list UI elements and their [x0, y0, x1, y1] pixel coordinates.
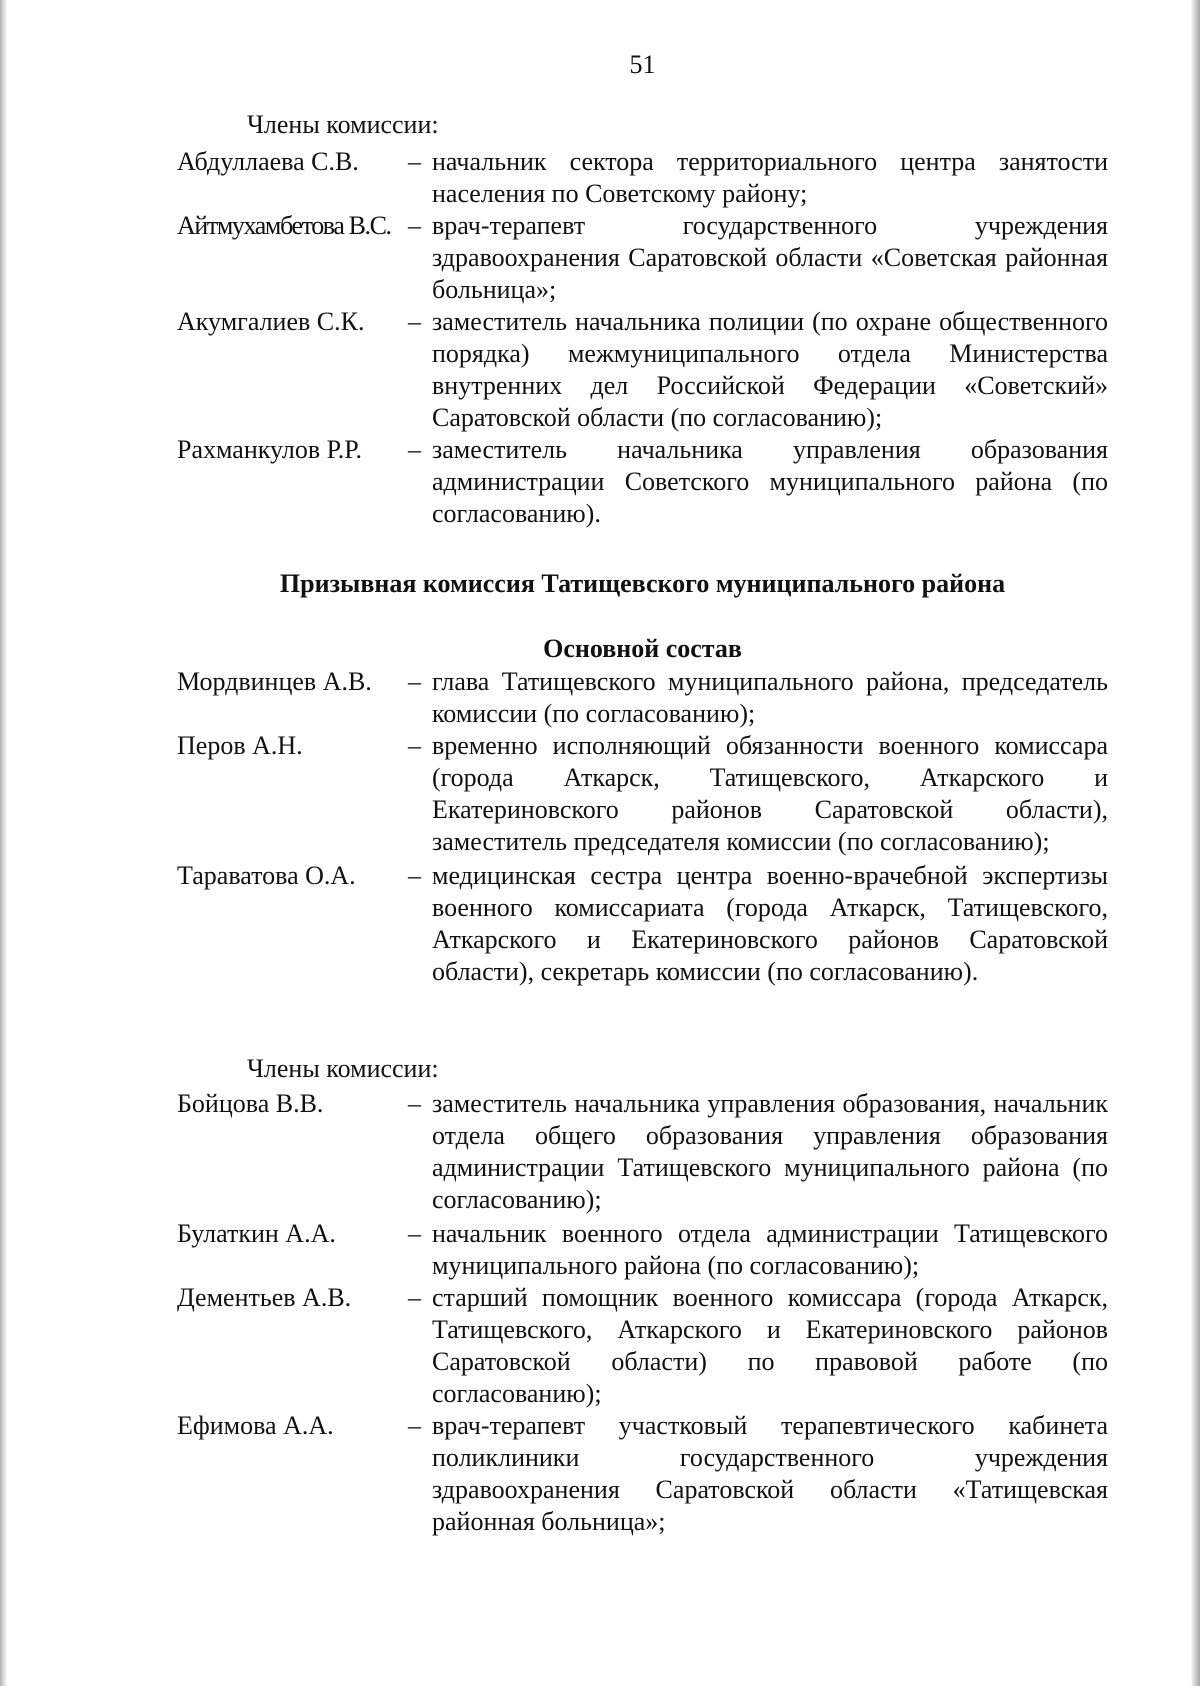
- section-subtitle: Основной состав: [543, 634, 742, 663]
- member-role: начальник военного отдела администрации Татищевского муниципального района (по согласованию);: [432, 1219, 1108, 1280]
- member-name: Ефимова А.А.: [177, 1411, 334, 1440]
- page-number: 51: [629, 50, 656, 79]
- member-name: Тараватова О.А.: [177, 861, 356, 890]
- member-name: Айтмухамбетова В.С.: [177, 211, 391, 240]
- section-title: Призывная комиссия Татищевского муниципального района: [279, 569, 1006, 598]
- member-name: Мордвинцев А.В.: [177, 667, 372, 696]
- entry-dash: –: [408, 147, 421, 176]
- member-role: глава Татищевского муниципального района, председатель комиссии (по согласованию);: [432, 667, 1108, 728]
- entry-dash: –: [408, 1219, 421, 1248]
- members-label: Члены комиссии:: [247, 110, 439, 139]
- scan-edge-right: [1191, 0, 1200, 1686]
- entry-dash: –: [408, 731, 421, 760]
- members-label: Члены комиссии:: [247, 1054, 439, 1083]
- member-role: медицинская сестра центра военно-врачебной экспертизы военного комиссариата (города Аткарск, Татищевского, Аткарского и Екатериновского районов Саратовской области), секретарь комиссии (по согласованию).: [432, 861, 1108, 986]
- member-role: заместитель начальника управления образования, начальник отдела общего образования управления образования администрации Татищевского муниципального района (по согласованию);: [432, 1089, 1108, 1214]
- entry-dash: –: [408, 861, 421, 890]
- member-role: старший помощник военного комиссара (города Аткарск, Татищевского, Аткарского и Екатериновского районов Саратовской области) по правовой работе (по согласованию);: [432, 1283, 1108, 1408]
- scan-edge-left: [0, 0, 7, 1686]
- entry-dash: –: [408, 667, 421, 696]
- entry-dash: –: [408, 1411, 421, 1440]
- entry-dash: –: [408, 1089, 421, 1118]
- member-role: временно исполняющий обязанности военного комиссара (города Аткарск, Татищевского, Аткарского и Екатериновского районов Саратовской области), заместитель председателя комиссии (по согласованию);: [432, 731, 1108, 856]
- member-name: Бойцова В.В.: [177, 1089, 324, 1118]
- member-name: Абдуллаева С.В.: [177, 147, 359, 176]
- entry-dash: –: [408, 435, 421, 464]
- member-name: Перов А.Н.: [177, 731, 303, 760]
- entry-dash: –: [408, 1283, 421, 1312]
- member-name: Рахманкулов Р.Р.: [177, 435, 363, 464]
- member-name: Акумгалиев С.К.: [177, 307, 365, 336]
- entry-dash: –: [408, 211, 421, 240]
- member-role: начальник сектора территориального центра занятости населения по Советскому району;: [432, 147, 1108, 208]
- member-name: Булаткин А.А.: [177, 1219, 336, 1248]
- member-name: Дементьев А.В.: [177, 1283, 352, 1312]
- member-role: заместитель начальника управления образования администрации Советского муниципального района (по согласованию).: [432, 435, 1108, 528]
- member-role: врач-терапевт участковый терапевтического кабинета поликлиники государственного учреждения здравоохранения Саратовской области «Татищевская районная больница»;: [432, 1411, 1108, 1536]
- member-role: заместитель начальника полиции (по охране общественного порядка) межмуниципального отдела Министерства внутренних дел Российской Федерации «Советский» Саратовской области (по согласованию);: [432, 307, 1108, 432]
- member-role: врач-терапевт государственного учреждения здравоохранения Саратовской области «Советская районная больница»;: [432, 211, 1108, 304]
- entry-dash: –: [408, 307, 421, 336]
